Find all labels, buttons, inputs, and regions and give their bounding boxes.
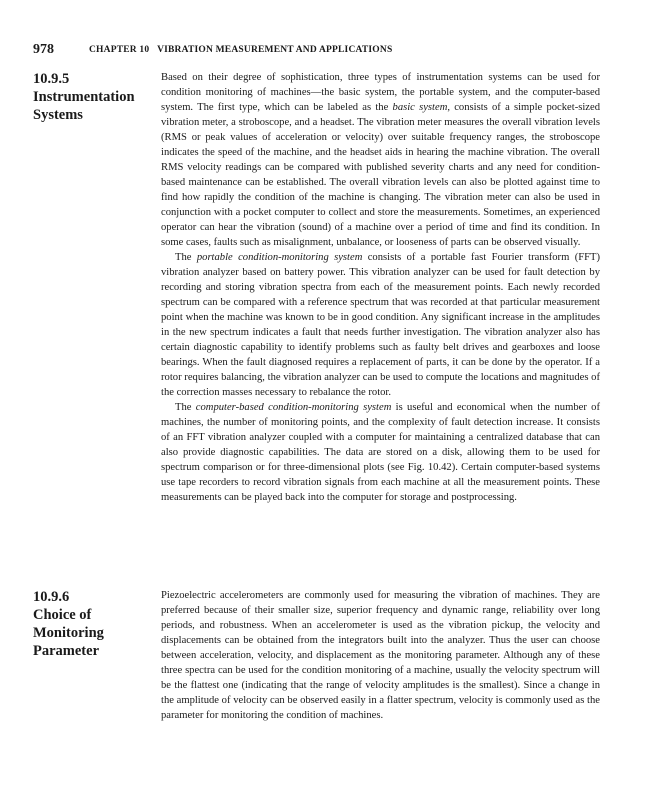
paragraph — [161, 588, 600, 723]
paragraph-text: The — [175, 252, 197, 263]
emphasized-term: portable condition-monitoring system — [196, 252, 363, 263]
section-body — [161, 588, 600, 723]
chapter-heading — [89, 45, 392, 55]
paragraph — [161, 400, 600, 505]
paragraph — [161, 70, 600, 250]
section-heading — [33, 588, 153, 660]
paragraph — [161, 250, 600, 400]
section-title-line: Monitoring — [33, 625, 104, 641]
section-title-line: Instrumentation — [33, 89, 135, 105]
section-title-line: Parameter — [33, 643, 100, 659]
section-number: 10.9.6 — [33, 589, 70, 605]
paragraph-text: is useful and economical when the number of machines, the number of monitoring points, and the complexity of fault detection increase. It consists of an FFT vibration analyzer coupled with a computer for maintaining a centralized database that can also provide diagnostic capabilities. The data are stored on a disk, allowing them to be used for spectrum comparison or for three-dimensional plots (see Fig. 10.42). Certain computer-based systems use tape recorders to record vibration signals from each machine at all the measurement points. These measurements can be played back into the computer for storage and postprocessing. — [161, 402, 600, 503]
emphasized-term: computer-based condition-monitoring system — [195, 402, 392, 413]
emphasized-term: basic system — [392, 102, 448, 113]
paragraph-text: , consists of a simple pocket-sized vibration meter, a stroboscope, and a headset. The vibration meter measures the overall vibration levels (RMS or peak values of acceleration or velocity) over suitable frequency ranges, the stroboscope indicates the speed of the machine, and the headset aids in hearing the machine vibration. The overall RMS velocity readings can be compared with published severity charts and any need for condition-based maintenance can be established. The overall vibration levels can also be plotted against time to find how rapidly the condition of the machine is changing. The vibration meter can also be used in conjunction with a pocket computer to collect and store the measurements. Sometimes, an experienced operator can hear the vibration (sound) of a machine over a period of time and find its condition. In some cases, faults such as misalignment, unbalance, or looseness of parts can be observed visually. — [161, 102, 600, 248]
paragraph-text: The — [175, 402, 196, 413]
chapter-title: VIBRATION MEASUREMENT AND APPLICATIONS — [157, 45, 393, 55]
section-number: 10.9.5 — [33, 71, 70, 87]
paragraph-text: Based on their degree of sophistication, three types of instrumentation systems can be used for condition monitoring of machines—the basic system, the portable system, and the computer-based system. The first type, which can be labeled as the — [161, 72, 600, 113]
chapter-number: CHAPTER 10 — [89, 45, 150, 55]
page-number: 978 — [33, 42, 54, 57]
section-body — [161, 70, 600, 505]
section-title-line: Systems — [33, 107, 83, 123]
section-title-line: Choice of — [33, 607, 92, 623]
paragraph-text: consists of a portable fast Fourier transform (FFT) vibration analyzer based on battery power. This vibration analyzer can be used for fault detection by recording and storing vibration spectra from each of the measurement points. Each newly recorded spectrum can be compared with a reference spectrum that was recorded at that particular measurement point when the machine was known to be in good condition. Any significant increase in the amplitudes in the new spectrum indicates a fault that needs further investigation. The vibration analyzer also has certain diagnostic capability to identify problems such as faulty belt drives and gearboxes and loose bearings. When the fault diagnosed requires a replacement of parts, it can be done by the operator. If a rotor requires balancing, the vibration analyzer can be used to compute the locations and magnitudes of the correction masses necessary to rebalance the rotor. — [161, 252, 600, 398]
section-heading — [33, 70, 153, 124]
paragraph-text: Piezoelectric accelerometers are commonly used for measuring the vibration of machines. They are preferred because of their smaller size, superior frequency and dynamic range, reliability over long periods, and robustness. When an accelerometer is used as the vibration pickup, the velocity and displacements can be obtained from the integrators built into the analyzer. Thus the user can choose between acceleration, velocity, and displacement as the monitoring parameter. Although any of these three spectra can be used for the condition monitoring of a machine, usually the velocity spectrum will be the flattest one (indicating that the range of velocity amplitudes is the smallest). Since a change in the amplitude of velocity can be observed easily in a flatter spectrum, velocity is commonly used as the parameter for monitoring the condition of machines. — [161, 590, 600, 721]
